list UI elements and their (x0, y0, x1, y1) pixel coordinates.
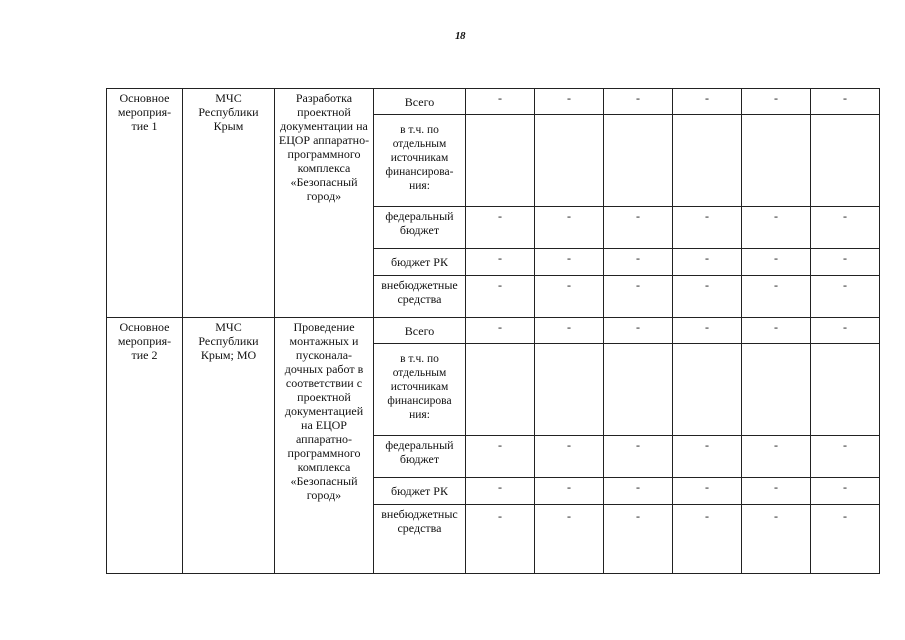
funding-table (106, 88, 880, 574)
value-cell (673, 115, 742, 207)
value-cell: - (535, 249, 604, 276)
value-cell: - (673, 505, 742, 574)
funding-source-cell: в т.ч. по отдельным источникам финансирова ния: (374, 344, 466, 436)
event-cell: Основное мероприя-тие 2 (107, 318, 183, 574)
value-cell (673, 344, 742, 436)
funding-source-cell: внебюджетныс средства (374, 505, 466, 574)
value-cell: - (604, 276, 673, 318)
value-cell: - (742, 505, 811, 574)
value-cell: - (604, 318, 673, 344)
value-cell: - (742, 318, 811, 344)
value-cell: - (742, 249, 811, 276)
value-cell: - (811, 505, 880, 574)
value-cell: - (466, 276, 535, 318)
value-cell: - (673, 478, 742, 505)
value-cell: - (535, 318, 604, 344)
value-cell (535, 344, 604, 436)
executor-cell: МЧС Республики Крым; МО (183, 318, 275, 574)
value-cell: - (604, 436, 673, 478)
funding-source-cell: Всего (374, 89, 466, 115)
funding-source-cell: бюджет РК (374, 478, 466, 505)
value-cell: - (466, 249, 535, 276)
value-cell: - (466, 478, 535, 505)
value-cell: - (673, 436, 742, 478)
value-cell: - (535, 89, 604, 115)
value-cell: - (811, 436, 880, 478)
value-cell: - (811, 478, 880, 505)
value-cell: - (604, 505, 673, 574)
value-cell: - (466, 436, 535, 478)
funding-source-cell: федеральный бюджет (374, 436, 466, 478)
funding-source-cell: бюджет РК (374, 249, 466, 276)
value-cell: - (811, 89, 880, 115)
value-cell: - (604, 207, 673, 249)
funding-source-cell: в т.ч. по отдельным источникам финансирова-ния: (374, 115, 466, 207)
description-cell: Проведение монтажных и пусконала-дочных работ в соответствии с проектной документацией на ЕЦОР аппаратно-программного комплекса «Безопасный город» (275, 318, 374, 574)
value-cell: - (604, 89, 673, 115)
value-cell: - (742, 89, 811, 115)
value-cell: - (535, 436, 604, 478)
value-cell (535, 115, 604, 207)
value-cell: - (535, 478, 604, 505)
value-cell: - (535, 505, 604, 574)
executor-cell: МЧС Республики Крым (183, 89, 275, 318)
table-row (107, 318, 880, 344)
value-cell (811, 115, 880, 207)
funding-source-cell: внебюджетные средства (374, 276, 466, 318)
value-cell (811, 344, 880, 436)
value-cell (466, 344, 535, 436)
value-cell: - (466, 207, 535, 249)
description-cell: Разработка проектной документации на ЕЦОР аппаратно-программного комплекса «Безопасный город» (275, 89, 374, 318)
value-cell: - (466, 318, 535, 344)
value-cell: - (673, 207, 742, 249)
value-cell: - (673, 276, 742, 318)
value-cell: - (466, 505, 535, 574)
value-cell (466, 115, 535, 207)
value-cell: - (673, 89, 742, 115)
funding-source-cell: федеральный бюджет (374, 207, 466, 249)
value-cell: - (604, 249, 673, 276)
value-cell: - (811, 318, 880, 344)
table-row (107, 89, 880, 115)
funding-source-cell: Всего (374, 318, 466, 344)
value-cell: - (604, 478, 673, 505)
value-cell: - (742, 478, 811, 505)
value-cell: - (673, 249, 742, 276)
value-cell (604, 344, 673, 436)
value-cell: - (811, 207, 880, 249)
page-number: 18 (455, 30, 465, 42)
value-cell: - (811, 276, 880, 318)
value-cell: - (535, 207, 604, 249)
value-cell: - (742, 207, 811, 249)
value-cell: - (811, 249, 880, 276)
value-cell (742, 344, 811, 436)
value-cell: - (535, 276, 604, 318)
value-cell (604, 115, 673, 207)
value-cell: - (742, 276, 811, 318)
value-cell: - (466, 89, 535, 115)
event-cell: Основное мероприя-тие 1 (107, 89, 183, 318)
value-cell (742, 115, 811, 207)
value-cell: - (742, 436, 811, 478)
value-cell: - (673, 318, 742, 344)
